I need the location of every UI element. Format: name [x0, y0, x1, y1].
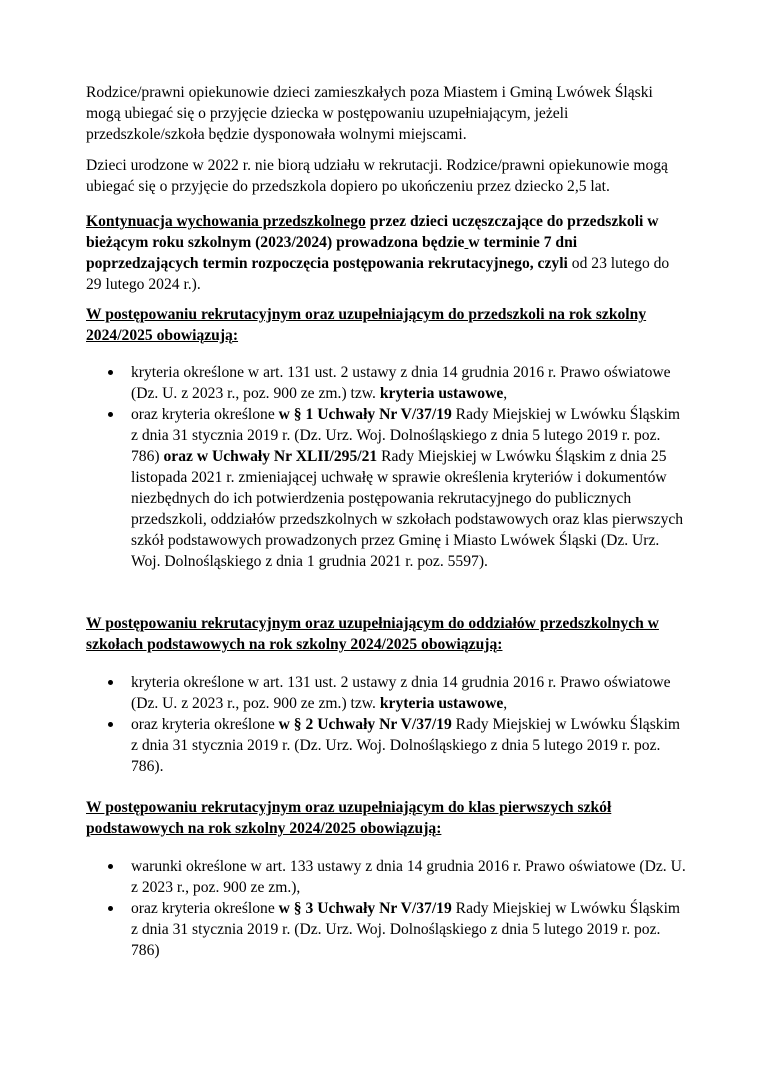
list-item-text: oraz kryteria określone [131, 900, 279, 917]
continuation-paragraph [86, 211, 686, 295]
list-item-bold: oraz w Uchwały Nr XLII/295/21 [163, 448, 378, 465]
list-item [86, 856, 686, 898]
first-grades-criteria-list [86, 856, 686, 961]
continuation-date-range: od 23 lutego do 29 lutego 2024 r.). [86, 255, 670, 293]
list-item-text: , [503, 695, 508, 712]
section-heading-preschool-divisions: W postępowaniu rekrutacyjnym oraz uzupełniającym do oddziałów przedszkolnych w szkołach podstawowych na rok szkolny 2024/2025 obowiązują: [86, 615, 659, 653]
list-item [86, 714, 686, 777]
divisions-criteria-list [86, 672, 686, 777]
list-item-text: Rady Miejskiej w Lwówku Śląskim z dnia 31 stycznia 2019 r. (Dz. Urz. Woj. Dolnośląskiego z dnia 5 lutego 2019 r. poz. 786) [131, 406, 681, 465]
list-item [86, 404, 686, 572]
continuation-bold-text: przez dzieci uczęszczające do przedszkoli w bieżącym roku szkolnym (2023/2024) prowadzona będzie [86, 213, 659, 251]
list-item-text: warunki określone w art. 133 ustawy z dnia 14 grudnia 2016 r. Prawo oświatowe (Dz. U. z 2023 r., poz. 900 ze zm.), [131, 858, 686, 896]
list-item-bold: kryteria ustawowe [379, 385, 504, 402]
list-item-bold: w § 2 Uchwały Nr V/37/19 [278, 716, 452, 733]
continuation-underlined-phrase: Kontynuacja wychowania przedszkolnego [86, 213, 366, 230]
bullet-icon [108, 412, 113, 417]
list-item-bold: w § 3 Uchwały Nr V/37/19 [278, 900, 452, 917]
list-item-text: Rady Miejskiej w Lwówku Śląskim z dnia 31 stycznia 2019 r. (Dz. Urz. Woj. Dolnośląskiego z dnia 5 lutego 2019 r. poz. 786) [131, 900, 681, 959]
list-item [86, 362, 686, 404]
section-heading-preschools: W postępowaniu rekrutacyjnym oraz uzupełniającym do przedszkoli na rok szkolny 2024/2025 obowiązują: [86, 306, 647, 344]
intro-paragraph-residents [86, 82, 686, 145]
intro-paragraph-born-2022 [86, 155, 686, 197]
intro-paragraph-born-2022-text: Dzieci urodzone w 2022 r. nie biorą udziału w rekrutacji. Rodzice/prawni opiekunowie mogą ubiegać się o przyjęcie do przedszkola dopiero po ukończeniu przez dziecko 2,5 lat. [86, 157, 668, 195]
bullet-icon [108, 680, 113, 685]
list-item-bold: kryteria ustawowe [379, 695, 504, 712]
intro-paragraph-residents-text: Rodzice/prawni opiekunowie dzieci zamieszkałych poza Miastem i Gminą Lwówek Śląski mogą ubiegać się o przyjęcie dziecka w postępowaniu uzupełniającym, jeżeli przedszkole/szkoła będzie dysponowała wolnymi miejscami. [86, 84, 653, 143]
list-item-text: oraz kryteria określone [131, 716, 279, 733]
preschools-criteria-list [86, 362, 686, 572]
list-item [86, 672, 686, 714]
list-item [86, 898, 686, 961]
bullet-icon [108, 906, 113, 911]
bullet-icon [108, 370, 113, 375]
list-item-text: oraz kryteria określone [131, 406, 279, 423]
list-item-bold: w § 1 Uchwały Nr V/37/19 [278, 406, 452, 423]
list-item-text: kryteria określone w art. 131 ust. 2 ustawy z dnia 14 grudnia 2016 r. Prawo oświatowe (Dz. U. z 2023 r., poz. 900 ze zm.) tzw. [131, 364, 671, 402]
list-item-text: , [503, 385, 508, 402]
continuation-bold-deadline: w terminie 7 dni poprzedzających termin rozpoczęcia postępowania rekrutacyjnego, czyli [86, 234, 578, 272]
section-heading-first-grades: W postępowaniu rekrutacyjnym oraz uzupełniającym do klas pierwszych szkół podstawowych na rok szkolny 2024/2025 obowiązują: [86, 799, 612, 837]
bullet-icon [108, 722, 113, 727]
bullet-icon [108, 864, 113, 869]
list-item-text: kryteria określone w art. 131 ust. 2 ustawy z dnia 14 grudnia 2016 r. Prawo oświatowe (Dz. U. z 2023 r., poz. 900 ze zm.) tzw. [131, 674, 671, 712]
list-item-text: Rady Miejskiej w Lwówku Śląskim z dnia 25 listopada 2021 r. zmieniającej uchwałę w sprawie określenia kryteriów i dokumentów niezbędnych do ich potwierdzenia postępowania rekrutacyjnego do publicznych przedszkoli, oddziałów przedszkolnych w szkołach podstawowych oraz klas pierwszych szkół podstawowych prowadzonych przez Gminę i Miasto Lwówek Śląski (Dz. Urz. Woj. Dolnośląskiego z dnia 1 grudnia 2021 r. poz. 5597). [131, 448, 684, 570]
list-item-text: Rady Miejskiej w Lwówku Śląskim z dnia 31 stycznia 2019 r. (Dz. Urz. Woj. Dolnośląskiego z dnia 5 lutego 2019 r. poz. 786). [131, 716, 681, 775]
